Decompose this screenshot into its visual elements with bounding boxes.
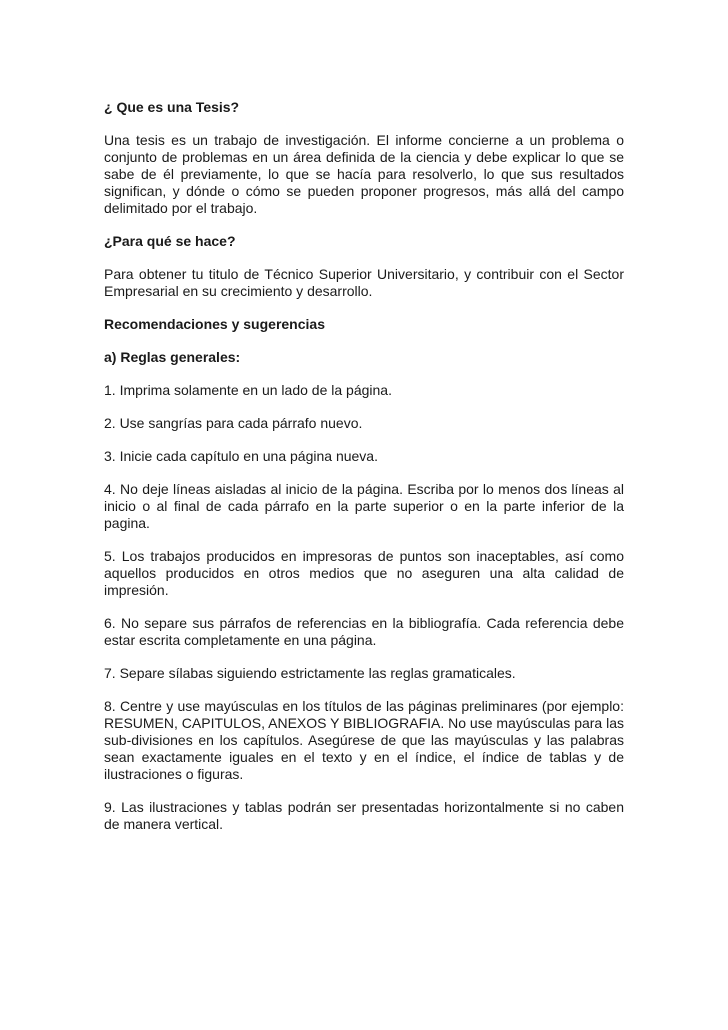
rule-item: 6. No separe sus párrafos de referencias en la bibliografía. Cada referencia debe estar escrita completamente en una página.	[104, 615, 624, 648]
section-heading-recommendations: Recomendaciones y sugerencias	[104, 316, 325, 332]
paragraph-thesis-definition: Una tesis es un trabajo de investigación. El informe concierne a un problema o conjunto de problemas en un área definida de la ciencia y debe explicar lo que se sabe de él previamente, lo que se hacía para resolverlo, lo que sus resultados significan, y dónde o cómo se pueden proponer progresos, más allá del campo delimitado por el trabajo.	[104, 132, 624, 216]
rule-item: 4. No deje líneas aisladas al inicio de la página. Escriba por lo menos dos líneas al inicio o al final de cada párrafo en la parte superior o en la parte inferior de la pagina.	[104, 481, 624, 531]
rule-item: 3. Inicie cada capítulo en una página nueva.	[104, 448, 378, 464]
rule-item: 2. Use sangrías para cada párrafo nuevo.	[104, 415, 363, 431]
rule-item: 1. Imprima solamente en un lado de la página.	[104, 382, 392, 398]
paragraph-purpose: Para obtener tu titulo de Técnico Superior Universitario, y contribuir con el Sector Empresarial en su crecimiento y desarrollo.	[104, 266, 624, 299]
rule-item: 9. Las ilustraciones y tablas podrán ser presentadas horizontalmente si no caben de manera vertical.	[104, 799, 624, 832]
section-heading-purpose: ¿Para qué se hace?	[104, 233, 236, 249]
rule-item: 7. Separe sílabas siguiendo estrictamente las reglas gramaticales.	[104, 665, 516, 681]
rule-item: 5. Los trabajos producidos en impresoras de puntos son inaceptables, así como aquellos producidos en otros medios que no aseguren una alta calidad de impresión.	[104, 548, 624, 598]
section-heading-what-is-thesis: ¿ Que es una Tesis?	[104, 99, 240, 115]
subsection-heading-general-rules: a) Reglas generales:	[104, 349, 241, 365]
rule-item: 8. Centre y use mayúsculas en los títulos de las páginas preliminares (por ejemplo: RESUMEN, CAPITULOS, ANEXOS Y BIBLIOGRAFIA. No use mayúsculas para las sub-divisiones en los capítulos. Asegúrese de que las mayúsculas y las palabras sean exactamente iguales en el texto y en el índice, el índice de tablas y de ilustraciones o figuras.	[104, 698, 624, 782]
rules-list	[104, 382, 624, 833]
